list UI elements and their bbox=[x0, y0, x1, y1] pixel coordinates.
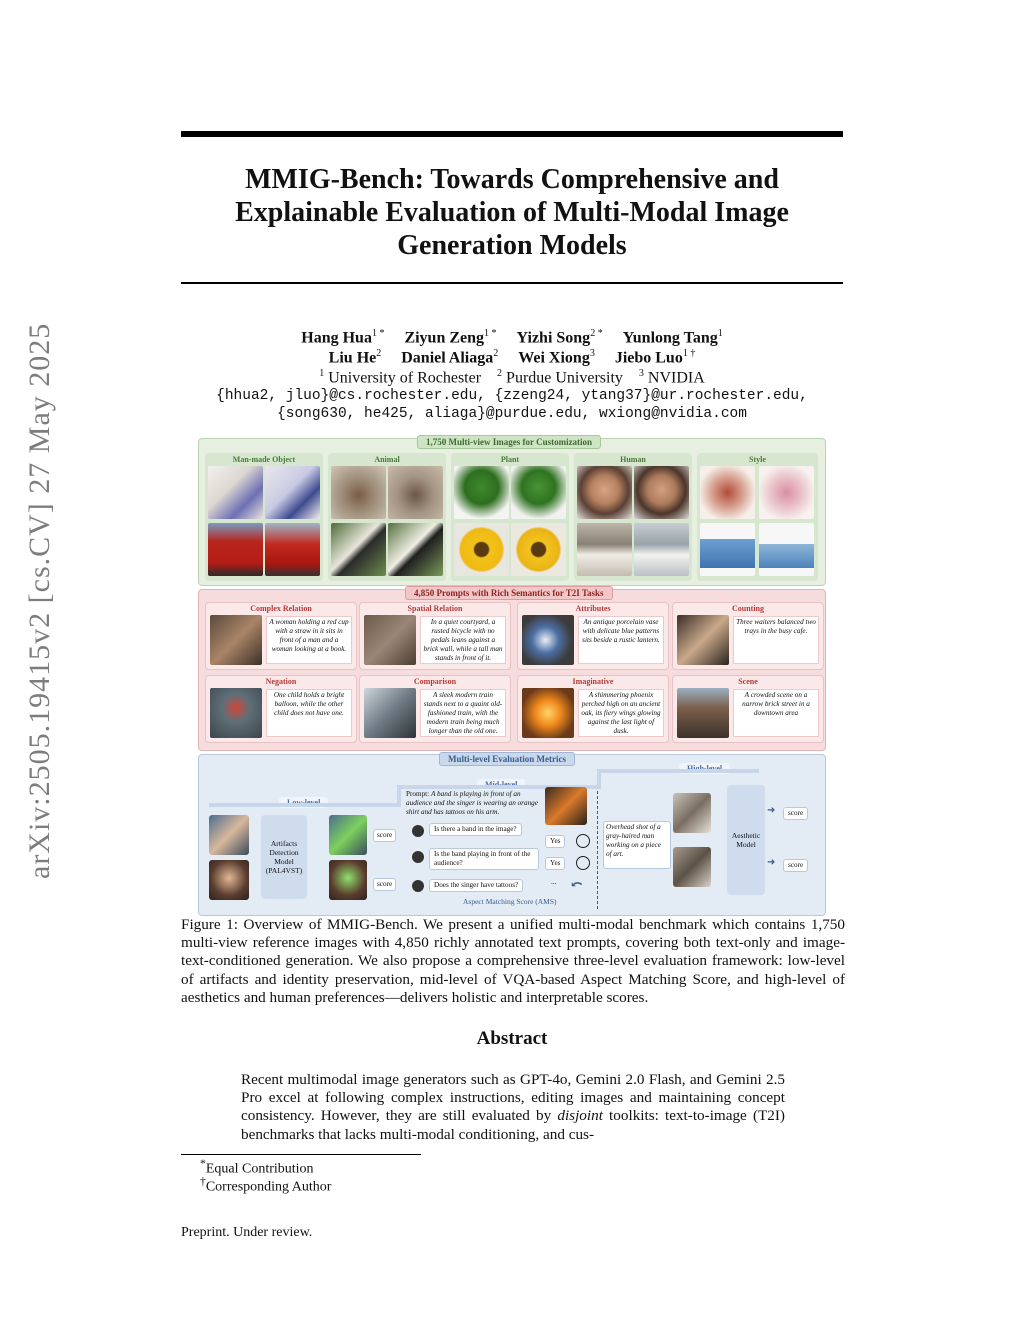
abstract-body bbox=[241, 1071, 785, 1144]
llm-logo-icon bbox=[576, 856, 590, 870]
footnote-mark: * bbox=[200, 1157, 206, 1170]
answer-box: Yes bbox=[545, 835, 565, 848]
handbag-image bbox=[208, 466, 263, 519]
arrow-icon: ➜ bbox=[767, 805, 776, 816]
building-icon-image bbox=[700, 523, 755, 576]
score-box: score bbox=[783, 859, 808, 872]
prompt-image bbox=[364, 688, 416, 738]
prompt-text: A crowded scene on a narrow brick street in a downtown area bbox=[733, 689, 819, 737]
category-man-made bbox=[205, 453, 323, 581]
images-panel-title: 1,750 Multi-view Images for Customization bbox=[417, 435, 601, 449]
figure-caption: Figure 1: Overview of MMIG-Bench. We present a unified multi-modal benchmark which contains 1,750 multi-view reference images with 4,850 richly annotated text prompts, covering both text-only and image-text-conditioned generation. We also propose a comprehensive three-level evaluation framework: low-level of artifacts and identity preservation, mid-level of VQA-based Aspect Matching Score, and high-level of aesthetics and human preferences—delivers holistic and interpretable scores. bbox=[181, 916, 845, 1006]
question-box: Does the singer have tattoos? bbox=[429, 879, 523, 892]
email-line-1: {hhua2, jluo}@cs.rochester.edu, {zzeng24, ytang37}@ur.rochester.edu, bbox=[216, 388, 808, 404]
woman-photo-image bbox=[634, 523, 689, 576]
woman-photo-image bbox=[577, 523, 632, 576]
artifacts-model-box bbox=[261, 815, 307, 899]
bus-image bbox=[208, 523, 263, 576]
handbag-image bbox=[265, 466, 320, 519]
input-image bbox=[209, 860, 249, 900]
score-box: score bbox=[783, 807, 808, 820]
category-human bbox=[574, 453, 692, 581]
arrow-icon: ➜ bbox=[767, 857, 776, 868]
prompt-card-negation bbox=[205, 675, 357, 743]
prompts-panel-title: 4,850 Prompts with Rich Semantics for T2I Tasks bbox=[405, 586, 613, 600]
affiliation: Purdue University bbox=[506, 369, 623, 387]
prompt-card-label: Scene bbox=[738, 677, 758, 686]
prompt-card-comparison bbox=[359, 675, 511, 743]
sunflower-image bbox=[511, 523, 566, 576]
watercolor-tree-image bbox=[759, 466, 814, 519]
prompt-text: A sleek modern train stands next to a quaint old-fashioned train, with the modern train being much longer than the old one. bbox=[420, 689, 506, 737]
author-line-2 bbox=[181, 348, 843, 367]
abstract-text: toolkits: text-to-image (T2I) benchmarks that lacks multi-modal conditioning, and cus- bbox=[241, 1107, 785, 1143]
top-rule bbox=[181, 131, 843, 137]
author-sup: 1 * bbox=[484, 328, 497, 339]
artist-image bbox=[673, 847, 711, 887]
aff-sup: 2 bbox=[497, 368, 503, 379]
prompt-image bbox=[522, 688, 574, 738]
score-box: score bbox=[373, 878, 396, 891]
building-icon-image bbox=[759, 523, 814, 576]
abstract-text: Recent multimodal image generators such as GPT-4o, Gemini 2.0 Flash, and Gemini 2.5 Pro excel at following complex instructions, editing images and maintaining concept consistency. However, they are still evaluated by bbox=[241, 1071, 785, 1125]
low-level-label: Low-level bbox=[279, 797, 328, 808]
high-level-label: High-level bbox=[679, 763, 730, 774]
affiliation: NVIDIA bbox=[647, 369, 705, 387]
category-label: Style bbox=[749, 455, 766, 464]
aesthetic-model-label: Aesthetic Model bbox=[731, 831, 761, 849]
category-style bbox=[697, 453, 818, 581]
prompt-card-spatial-relation bbox=[359, 602, 511, 670]
footnote-text: Corresponding Author bbox=[205, 1179, 332, 1195]
detection-image bbox=[329, 860, 367, 900]
ams-label: Aspect Matching Score (AMS) bbox=[463, 897, 557, 906]
author: Daniel Aliaga bbox=[401, 349, 494, 367]
butterfly-image bbox=[331, 523, 386, 576]
title-line-3: Generation Models bbox=[397, 230, 627, 261]
author-line-1 bbox=[181, 328, 843, 347]
prompt-card-label: Spatial Relation bbox=[407, 604, 463, 613]
prompt-image bbox=[677, 688, 729, 738]
man-portrait-image bbox=[577, 466, 632, 519]
prompt-image bbox=[677, 615, 729, 665]
prompt-card-label: Complex Relation bbox=[250, 604, 312, 613]
author: Hang Hua bbox=[301, 329, 372, 347]
prompts-panel bbox=[198, 589, 826, 751]
category-animal bbox=[328, 453, 446, 581]
title-bottom-rule bbox=[181, 282, 843, 284]
author-sup: 2 bbox=[493, 348, 499, 359]
potted-plant-image bbox=[511, 466, 566, 519]
prompt-card-label: Counting bbox=[731, 604, 764, 613]
high-prompt-box: Overhead shot of a gray-haired man working on a piece of art. bbox=[603, 821, 671, 869]
abstract-emphasis: disjoint bbox=[557, 1107, 603, 1125]
potted-plant-image bbox=[454, 466, 509, 519]
prompt-card-scene bbox=[672, 675, 824, 743]
email-line-2: {song630, he425, aliaga}@purdue.edu, wxiong@nvidia.com bbox=[277, 406, 747, 422]
prompt-card-counting bbox=[672, 602, 824, 670]
prompt-card-label: Negation bbox=[265, 677, 297, 686]
title-line-2: Explainable Evaluation of Multi-Modal Image bbox=[235, 197, 789, 228]
prompt-image bbox=[522, 615, 574, 665]
category-label: Man-made Object bbox=[232, 455, 296, 464]
artifacts-model-label: Artifacts Detection Model (PAL4VST) bbox=[265, 839, 303, 875]
band-image bbox=[545, 787, 587, 825]
question-box: Is the band playing in front of the audience? bbox=[429, 848, 539, 870]
bus-image bbox=[265, 523, 320, 576]
prompt-card-imaginative bbox=[517, 675, 669, 743]
artist-image bbox=[673, 793, 711, 833]
prompt-text: One child holds a bright balloon, while the other child does not have one. bbox=[266, 689, 352, 737]
question-box: Is there a band in the image? bbox=[429, 823, 522, 836]
input-image bbox=[209, 815, 249, 855]
prompt-card-attributes bbox=[517, 602, 669, 670]
preprint-note: Preprint. Under review. bbox=[181, 1225, 313, 1240]
author: Liu He bbox=[328, 349, 377, 367]
aff-sup: 1 bbox=[319, 368, 325, 379]
paper-title bbox=[181, 163, 843, 262]
watercolor-house-image bbox=[700, 466, 755, 519]
author-sup: 1 † bbox=[682, 348, 696, 359]
prompt-text: A band is playing in front of an audience and the singer is wearing an orange shirt and has tattoos on his arm. bbox=[406, 790, 538, 816]
kitten-image bbox=[388, 466, 443, 519]
category-label: Animal bbox=[374, 455, 400, 464]
aff-sup: 3 bbox=[638, 368, 644, 379]
author-sup: 1 * bbox=[371, 328, 385, 339]
score-box: score bbox=[373, 829, 396, 842]
images-panel bbox=[198, 438, 826, 586]
mid-prompt bbox=[404, 789, 546, 821]
prompt-image bbox=[364, 615, 416, 665]
butterfly-image bbox=[388, 523, 443, 576]
answer-ellipsis: ... bbox=[551, 877, 557, 886]
footnote-text: Equal Contribution bbox=[205, 1161, 314, 1177]
detection-image bbox=[329, 815, 367, 855]
author-sup: 2 bbox=[376, 348, 382, 359]
footnote-rule bbox=[181, 1154, 421, 1155]
footnote-mark: † bbox=[200, 1175, 206, 1188]
author: Yizhi Song bbox=[516, 329, 591, 347]
prompt-card-complex-relation bbox=[205, 602, 357, 670]
kitten-image bbox=[331, 466, 386, 519]
prompt-text: Three waiters balanced two trays in the busy cafe. bbox=[733, 616, 819, 664]
author: Ziyun Zeng bbox=[404, 329, 485, 347]
metrics-panel bbox=[198, 754, 826, 916]
prompt-label: Prompt: bbox=[406, 790, 430, 798]
divider bbox=[597, 791, 598, 909]
category-plant bbox=[451, 453, 569, 581]
aesthetic-model-box bbox=[727, 785, 765, 895]
title-line-1: MMIG-Bench: Towards Comprehensive and bbox=[245, 164, 779, 195]
prompt-text: A shimmering phoenix perched high on an ancient oak, its fiery wings glowing against the last light of dusk. bbox=[578, 689, 664, 737]
abstract-heading: Abstract bbox=[476, 1028, 548, 1049]
author: Yunlong Tang bbox=[622, 329, 718, 347]
return-arrow-icon: ⤺ bbox=[571, 878, 583, 893]
author-sup: 2 * bbox=[590, 328, 603, 339]
author: Wei Xiong bbox=[518, 349, 590, 367]
metrics-panel-title: Multi-level Evaluation Metrics bbox=[439, 752, 575, 766]
prompt-card-label: Comparison bbox=[413, 677, 457, 686]
mid-level-label: Mid-level bbox=[477, 779, 525, 790]
footnote-corresponding bbox=[200, 1175, 331, 1196]
affiliations bbox=[181, 368, 843, 387]
answer-box: Yes bbox=[545, 857, 565, 870]
affiliation: University of Rochester bbox=[328, 369, 482, 387]
prompt-text: In a quiet courtyard, a rusted bicycle with no pedals leans against a brick wall, while a tall man stands in front of it. bbox=[420, 616, 506, 664]
author: Jiebo Luo bbox=[614, 349, 683, 367]
prompt-card-label: Imaginative bbox=[572, 677, 614, 686]
user-avatar-icon bbox=[412, 825, 424, 837]
prompt-text: An antique porcelain vase with delicate blue patterns sits beside a rustic lantern. bbox=[578, 616, 664, 664]
llm-logo-icon bbox=[576, 834, 590, 848]
author-sup: 1 bbox=[717, 328, 723, 339]
overview-figure bbox=[198, 438, 824, 914]
user-avatar-icon bbox=[412, 880, 424, 892]
prompt-card-label: Attributes bbox=[575, 604, 611, 613]
prompt-image bbox=[210, 688, 262, 738]
category-label: Plant bbox=[500, 455, 520, 464]
user-avatar-icon bbox=[412, 851, 424, 863]
author-sup: 3 bbox=[589, 348, 595, 359]
prompt-image bbox=[210, 615, 262, 665]
prompt-text: A woman holding a red cup with a straw in it sits in front of a man and a woman looking at a book. bbox=[266, 616, 352, 664]
arxiv-side-label: arXiv:2505.19415v2 [cs.CV] 27 May 2025 bbox=[23, 322, 56, 879]
sunflower-image bbox=[454, 523, 509, 576]
category-label: Human bbox=[620, 455, 646, 464]
man-portrait-image bbox=[634, 466, 689, 519]
